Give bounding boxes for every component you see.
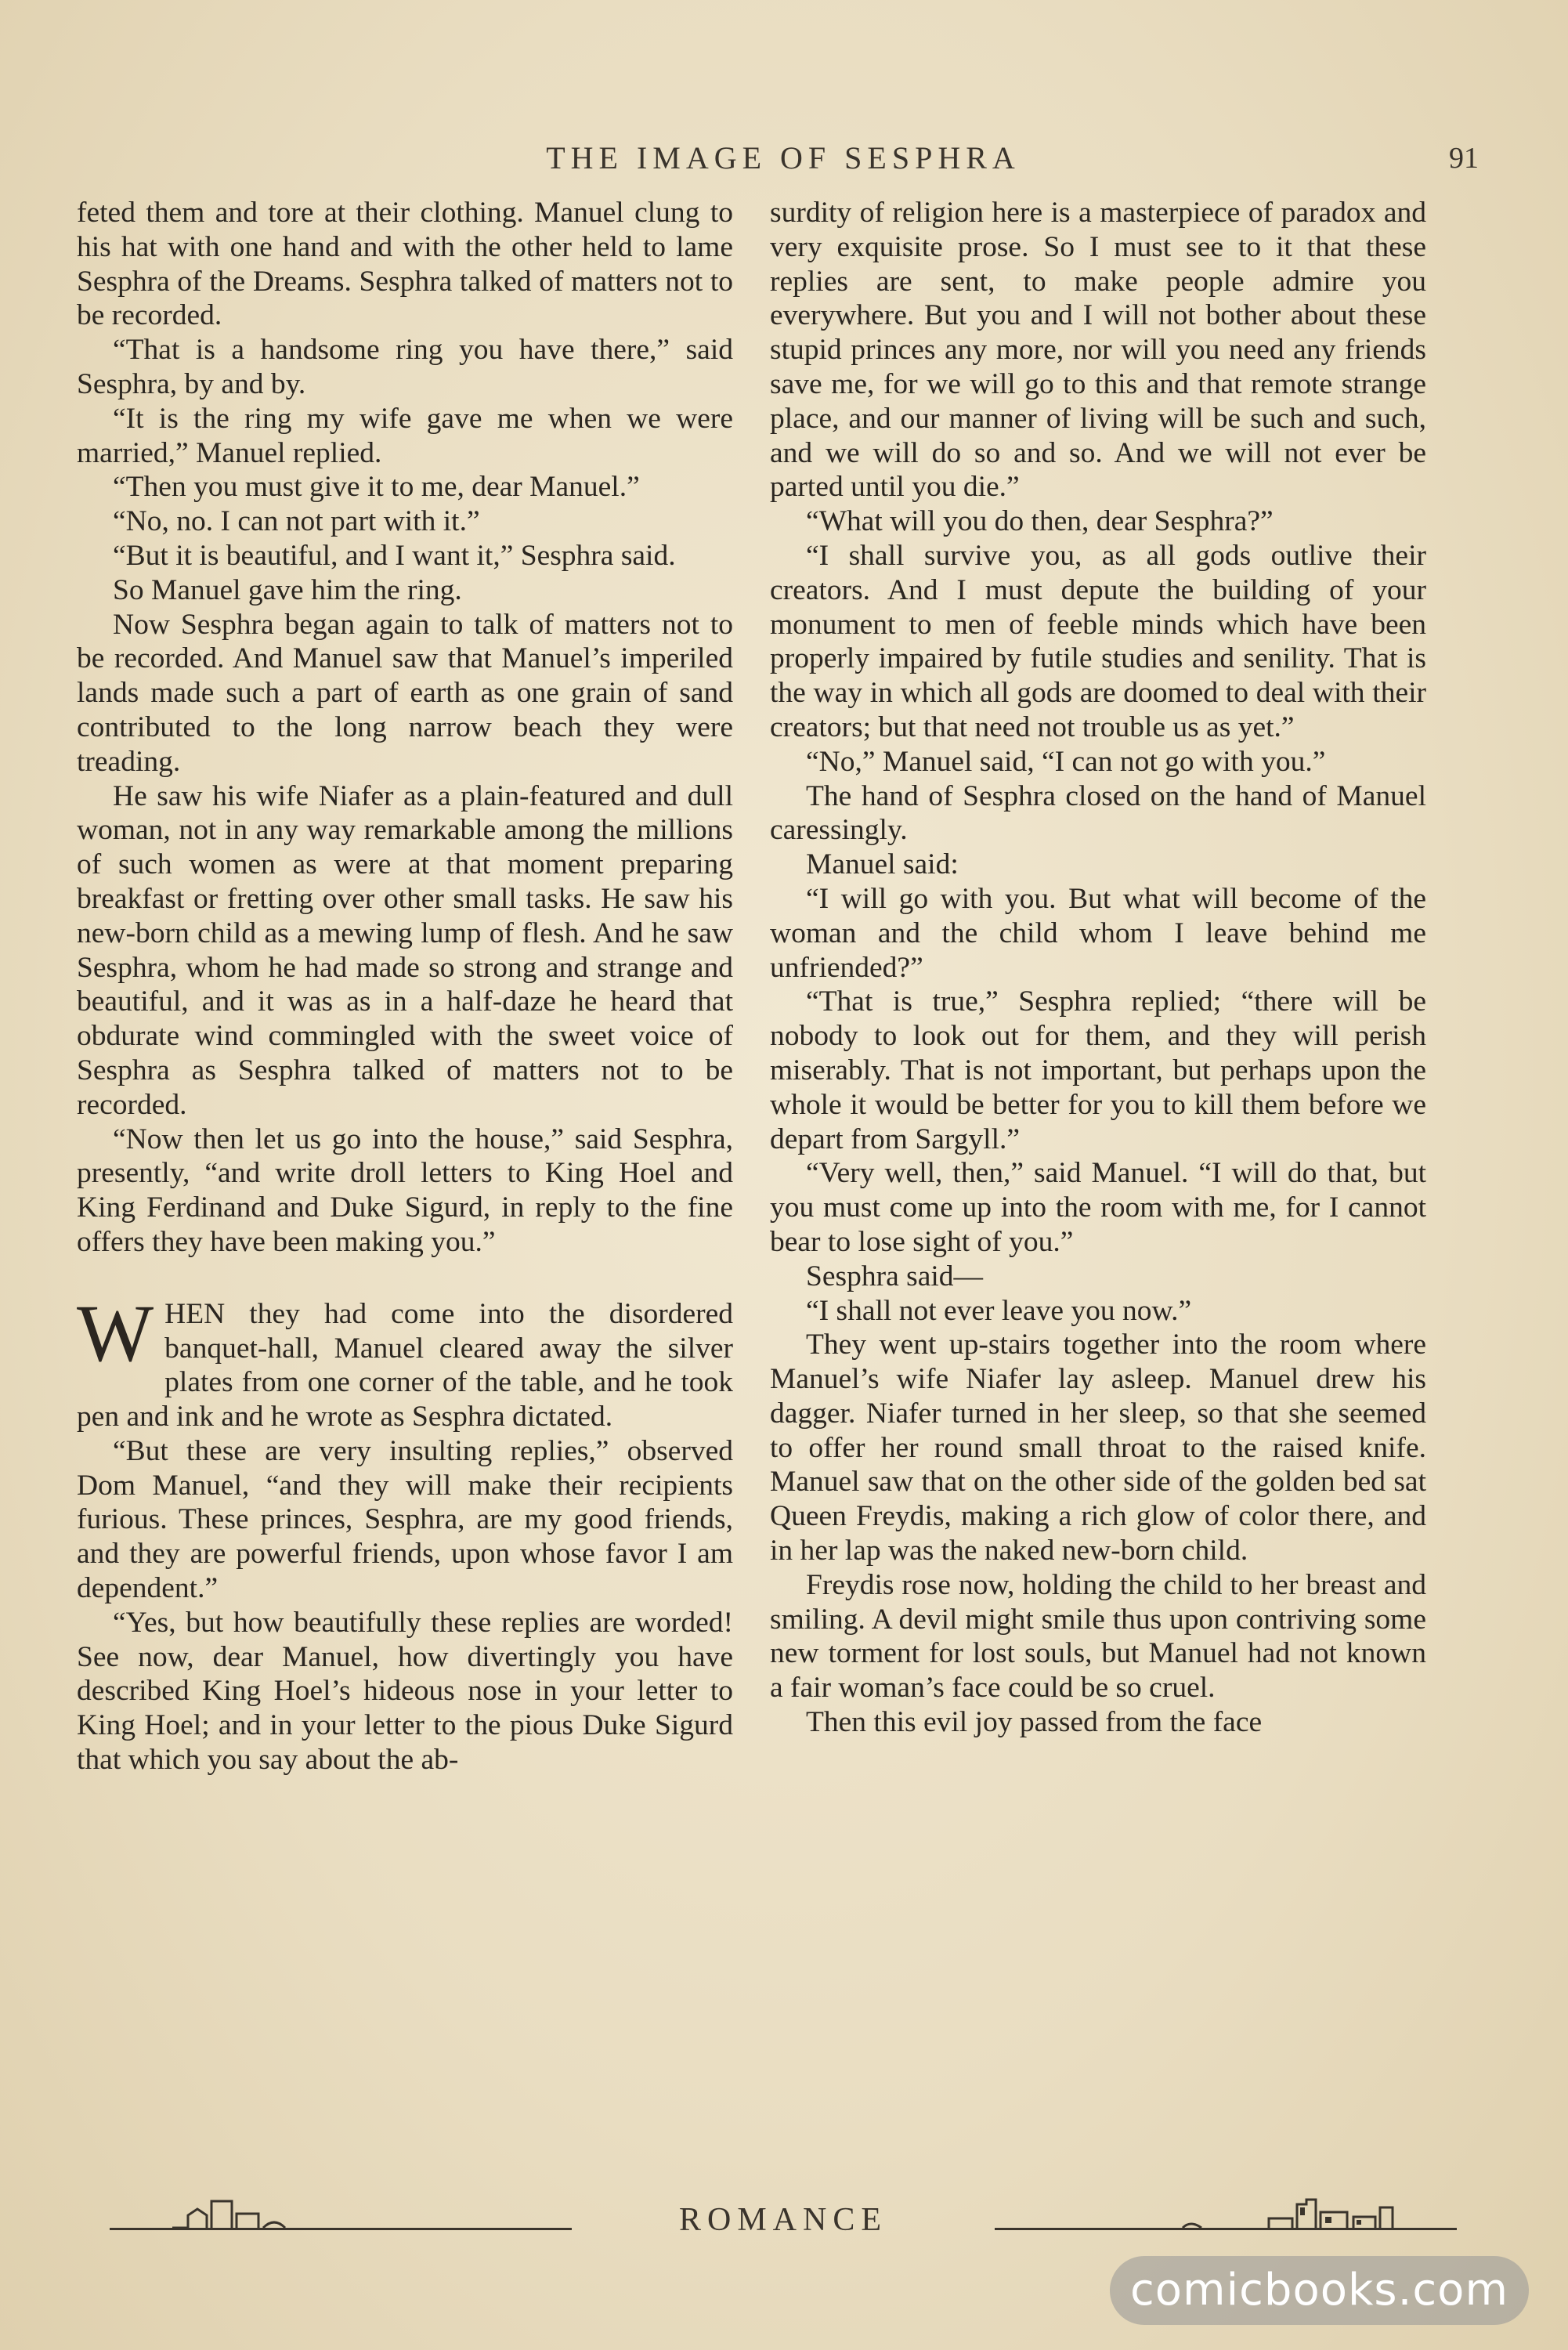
page-number: 91: [1449, 142, 1479, 175]
paragraph: So Manuel gave him the ring.: [113, 573, 462, 606]
paragraph: “Then you must give it to me, dear Manuel.”: [113, 471, 640, 504]
paragraph-with-dropcap: [77, 1288, 733, 1434]
footer-label: ROMANCE: [678, 2202, 888, 2238]
section-break: [77, 1260, 733, 1297]
running-header: [78, 139, 1488, 186]
running-title: THE IMAGE OF SESPHRA: [546, 140, 1021, 175]
watermark: comicbooks.com: [1110, 2256, 1529, 2325]
paragraph: “I shall survive you, as all gods outlive their creators. And I must depute the building of your monument to men of feeble minds which have been properly impaired by futile studies and senility. That is the way in which all gods are doomed to deal with their creators; but that need not trouble us as yet.”: [770, 539, 1426, 743]
paragraph: Sesphra said—: [806, 1260, 984, 1292]
paragraph: “But it is beautiful, and I want it,” Sesphra said.: [113, 539, 676, 572]
paragraph: “Very well, then,” said Manuel. “I will do that, but you must come up into the room with me, for I cannot bear to lose sight of you.”: [770, 1157, 1426, 1258]
paragraph: Now Sesphra began again to talk of matters not to be recorded. And Manuel saw that Manuel’s imperiled lands made such a part of earth as one grain of sand contributed to the long narrow beach they were treading.: [77, 608, 733, 778]
paragraph: “No,” Manuel said, “I can not go with you.”: [806, 745, 1326, 778]
paragraph: “But these are very insulting replies,” observed Dom Manuel, “and they will make their recipients furious. These princes, Sesphra, are my good friends, and they are powerful friends, upon whose favor I am dependent.”: [77, 1434, 733, 1605]
running-footer: [110, 2190, 1457, 2245]
paragraph: He saw his wife Niafer as a plain-featured and dull woman, not in any way remarkable among the millions of such women as were at that moment preparing breakfast or fretting over other small tasks. He saw his new-born child as a mewing lump of flesh. And he saw Sesphra, whom he had made so strong and strange and beautiful, and it was as in a half-daze he heard that obdurate wind commingled with the sweet voice of Sesphra as Sesphra talked of matters not to be recorded.: [77, 779, 733, 1121]
paragraph: feted them and tore at their clothing. Manuel clung to his hat with one hand and with the other held to lame Sesphra of the Dreams. Sesphra talked of matters not to be recorded.: [77, 197, 733, 332]
paragraph: surdity of religion here is a masterpiece of paradox and very exquisite prose. So I must see to it that these replies are sent, to make people admire you everywhere. But you and I will not bother about these stupid princes any more, nor will you need any friends save me, for we will go to this and that remote strange place, and our manner of living will be such and such, and we will do so and so. And we will not ever be parted until you die.”: [770, 197, 1426, 504]
paragraph: Freydis rose now, holding the child to her breast and smiling. A devil might smile thus upon contriving some new torment for lost souls, but Manuel had not known a fair woman’s face could be so cruel.: [770, 1568, 1426, 1705]
drop-cap: W: [77, 1288, 154, 1379]
paragraph: Then this evil joy passed from the face: [806, 1706, 1263, 1739]
paragraph: “That is true,” Sesphra replied; “there will be nobody to look out for them, and they will perish miserably. That is not important, but perhaps upon the whole it would be better for you to kill them before we depart from Sargyll.”: [770, 985, 1426, 1155]
paragraph: The hand of Sesphra closed on the hand of Manuel caressingly.: [770, 779, 1426, 847]
paragraph: “Now then let us go into the house,” said Sesphra, presently, “and write droll letters to King Hoel and King Ferdinand and Duke Sigurd, in reply to the fine offers they have been making you.”: [77, 1123, 733, 1258]
paragraph: “It is the ring my wife gave me when we were married,” Manuel replied.: [77, 402, 733, 469]
footer-rule-right: [995, 2228, 1457, 2230]
paragraph: Manuel said:: [806, 848, 959, 881]
right-column: [770, 196, 1426, 2170]
paragraph-text: HEN they had come into the disordered banquet-hall, Manuel cleared away the silver plates from one corner of the table, and he took pen and ink and he wrote as Sesphra dictated.: [77, 1297, 733, 1434]
left-column: [77, 196, 733, 2170]
paragraph: “Yes, but how beautifully these replies are worded! See now, dear Manuel, how divertingly you have described King Hoel’s hideous nose in your letter to King Hoel; and in your letter to the pious Duke Sigurd that which you say about the ab-: [77, 1606, 733, 1777]
paragraph: “What will you do then, dear Sesphra?”: [806, 505, 1274, 538]
paragraph: “I will go with you. But what will become of the woman and the child whom I leave behind me unfriended?”: [770, 882, 1426, 984]
paragraph: They went up-stairs together into the room where Manuel’s wife Niafer lay asleep. Manuel drew his dagger. Niafer turned in her sleep, so that she seemed to offer her round small throat to the raised knife. Manuel saw that on the other side of the golden bed sat Queen Freydis, making a rich glow of color there, and in her lap was the naked new-born child.: [770, 1329, 1426, 1567]
paragraph: “That is a handsome ring you have there,” said Sesphra, by and by.: [77, 334, 733, 400]
paragraph: “No, no. I can not part with it.”: [113, 505, 480, 538]
paragraph: “I shall not ever leave you now.”: [806, 1294, 1192, 1327]
